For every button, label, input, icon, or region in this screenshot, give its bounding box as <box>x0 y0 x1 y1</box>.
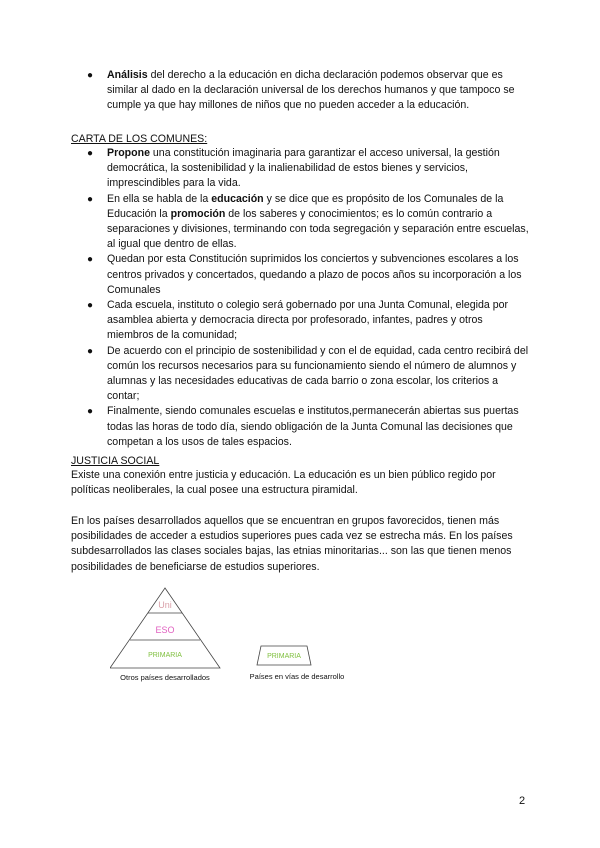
pyramid-primaria-label: PRIMARIA <box>148 652 182 659</box>
trapezoid-diagram <box>250 646 345 681</box>
analysis-item <box>87 68 530 114</box>
item-text: En ella se habla de la <box>107 192 212 205</box>
item-text: una constitución imaginaria para garantizar el acceso universal, la gestión democrática, la sostenibilidad y la inalienabilidad de estos bienes y servicios, imprescindibles para la vida. <box>107 147 500 190</box>
list-item <box>87 146 530 192</box>
carta-heading: CARTA DE LOS COMUNES: <box>71 133 208 145</box>
item-text: Finalmente, siendo comunales escuelas e institutos,permanecerán abiertas sus puertas todas las horas de todo día, siendo obligación de la Junta Comunal las decisiones que competan a los usos de tales espacios. <box>107 405 519 448</box>
justicia-paragraph-1: Existe una conexión entre justicia y educación. La educación es un bien público regido por políticas neoliberales, la cual posee una estructura piramidal. <box>71 469 496 497</box>
pyramid-eso-label: ESO <box>155 625 175 635</box>
item-text: Quedan por esta Constitución suprimidos los conciertos y subvenciones escolares a los centros privados y concertados, quedando a plazo de pocos años su incorporación a los Comunales <box>107 253 522 296</box>
trapezoid-caption: Países en vías de desarrollo <box>249 672 345 681</box>
analysis-bold: Análisis <box>107 69 148 81</box>
trapezoid-primaria-label: PRIMARIA <box>267 653 301 660</box>
bullet-icon: ● <box>87 254 94 266</box>
pyramid-figure <box>110 586 370 686</box>
justicia-paragraph-2: En los países desarrollados aquellos que se encuentran en grupos favorecidos, tienen más posibilidades de acceder a estudios superiores pues cada vez se estrecha más. En los países subdesarrollados las clases sociales bajas, las etnias minoritarias... son las que tienen menos posibilidades de beneficiarse de estudios superiores. <box>71 515 513 573</box>
carta-list <box>87 146 530 450</box>
bullet-icon: ● <box>87 345 94 357</box>
item-text: De acuerdo con el principio de sostenibilidad y con el de equidad, cada centro recibirá del común los recursos necesarios para su funcionamiento siendo el número de alumnos y alumnas y las necesidades educativas de cada barrio o zona escolar, los criterios a contar; <box>107 344 529 403</box>
analysis-list <box>87 68 530 114</box>
list-item <box>87 404 530 450</box>
item-text: y se dice que es propósito de los Comunales de la Educación la <box>107 192 504 220</box>
pyramid-uni-label: Uni <box>158 600 172 610</box>
justicia-heading: JUSTICIA SOCIAL <box>71 455 160 467</box>
item-bold: educación <box>211 192 264 205</box>
page-number: 2 <box>519 795 526 807</box>
bullet-icon: ● <box>87 406 94 418</box>
list-item <box>87 298 530 344</box>
bullet-icon: ● <box>87 193 94 205</box>
analysis-text: del derecho a la educación en dicha declaración podemos observar que es similar al dado en la declaración universal de los derechos humanos y que tampoco se cumple ya que hay millones de niños que no pueden acceder a la educación. <box>107 69 515 112</box>
item-bold: Propone <box>107 147 150 159</box>
item-text: de los saberes y conocimientos; es lo común contrario a separaciones y divisiones, terminando con toda segregación y separación entre escuelas, al igual que dentro de ellas. <box>107 207 529 251</box>
bullet-icon: ● <box>87 300 94 312</box>
item-bold: promoción <box>170 207 226 220</box>
list-item <box>87 252 530 298</box>
item-text: Cada escuela, instituto o colegio será gobernado por una Junta Comunal, elegida por asamblea abierta y democracia directa por profesorado, infantes, padres y otros miembros de la comunidad; <box>107 299 509 342</box>
pyramid-diagram <box>110 588 220 682</box>
pyramid-caption: Otros países desarrollados <box>120 673 210 682</box>
bullet-icon: ● <box>87 148 94 159</box>
list-item <box>87 192 530 253</box>
bullet-icon: ● <box>87 70 94 81</box>
list-item <box>87 344 530 405</box>
